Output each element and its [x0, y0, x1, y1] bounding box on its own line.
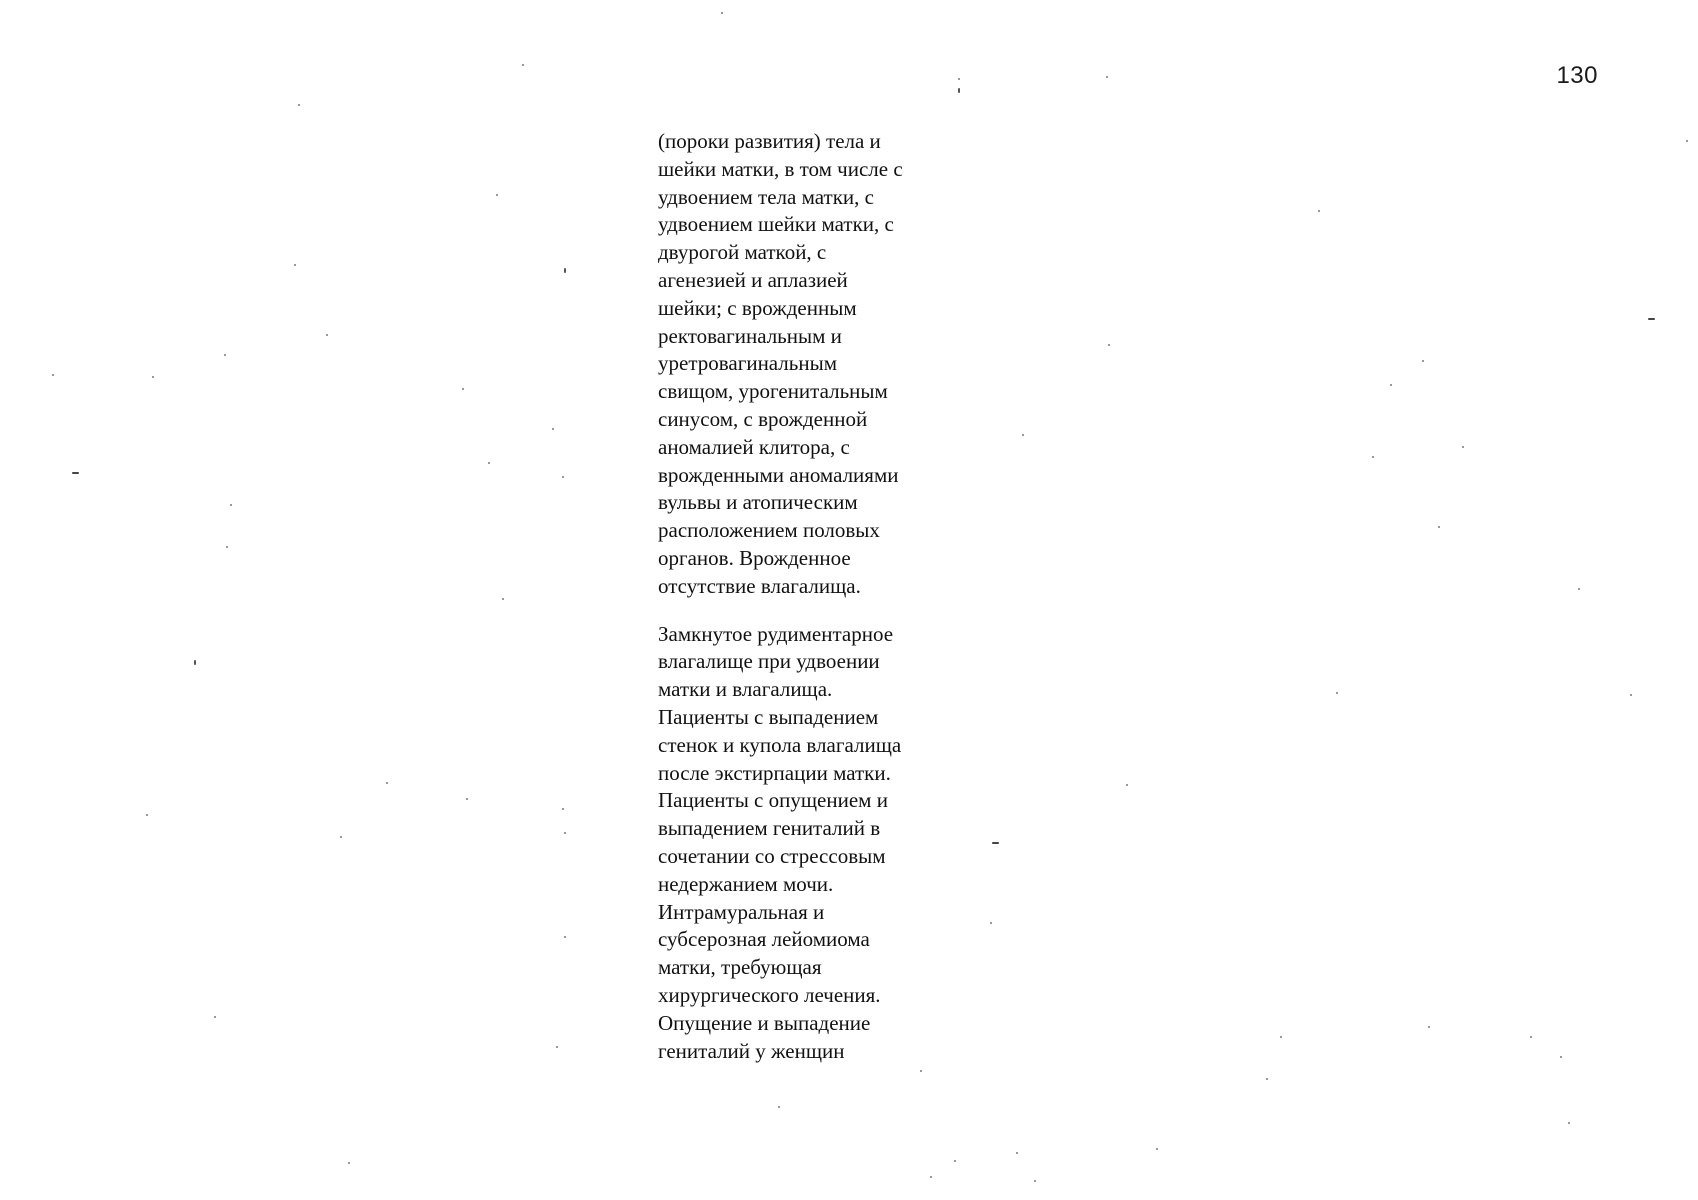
text-line: отсутствие влагалища.	[658, 573, 861, 598]
scan-speck	[1108, 344, 1110, 346]
scan-speck	[721, 12, 723, 14]
scan-speck	[1156, 1148, 1158, 1150]
scan-speck	[1428, 1026, 1430, 1028]
text-line: матки и влагалища.	[658, 677, 833, 702]
text-line: уретровагинальным	[658, 351, 838, 376]
text-line: влагалище при удвоении	[658, 649, 880, 674]
scan-speck	[386, 782, 388, 784]
text-line: Пациенты с выпадением	[658, 704, 879, 729]
scan-speck	[1390, 384, 1392, 386]
scan-speck	[1630, 694, 1632, 696]
text-line: агенезией и аплазией	[658, 267, 848, 292]
scan-speck	[340, 836, 342, 838]
scan-speck	[1022, 434, 1024, 436]
scan-speck	[226, 546, 228, 548]
scan-speck	[958, 78, 960, 80]
scan-speck	[462, 388, 464, 390]
scan-speck	[552, 428, 554, 430]
scan-speck	[1568, 1122, 1570, 1124]
text-line: расположением половых	[658, 518, 880, 543]
scan-speck	[326, 334, 328, 336]
scan-speck	[294, 264, 296, 266]
text-line: свищом, урогенитальным	[658, 379, 888, 404]
scan-speck	[230, 504, 232, 506]
text-line: аномалией клитора, с	[658, 434, 850, 459]
scan-speck	[502, 598, 504, 600]
scan-speck	[1422, 360, 1424, 362]
scan-speck	[992, 842, 999, 844]
scan-speck	[194, 660, 196, 665]
scan-speck	[146, 814, 148, 816]
scan-speck	[556, 1046, 558, 1048]
scan-speck	[1372, 456, 1374, 458]
paragraph-congenital-anomalies	[658, 128, 958, 601]
text-line: выпадением гениталий в	[658, 816, 881, 841]
scan-speck	[990, 922, 992, 924]
scan-speck	[1462, 446, 1464, 448]
scan-speck	[72, 472, 79, 474]
text-line: врожденными аномалиями	[658, 462, 899, 487]
text-line: удвоением шейки матки, с	[658, 212, 894, 237]
scan-speck	[562, 808, 564, 810]
scan-speck	[348, 1162, 350, 1164]
scan-speck	[1126, 784, 1128, 786]
scan-speck	[778, 1106, 780, 1108]
scan-speck	[564, 268, 566, 273]
text-line: сочетании со стрессовым	[658, 843, 886, 868]
text-line: вульвы и атопическим	[658, 490, 858, 515]
text-line: после экстирпации матки.	[658, 760, 891, 785]
text-line: недержанием мочи.	[658, 871, 834, 896]
scan-speck	[224, 354, 226, 356]
scan-speck	[1686, 140, 1688, 142]
scan-speck	[1648, 318, 1655, 320]
scan-speck	[920, 1070, 922, 1072]
scan-speck	[496, 194, 498, 196]
page-number: 130	[1556, 62, 1598, 89]
text-line: Пациенты с опущением и	[658, 788, 888, 813]
scan-speck	[1438, 526, 1440, 528]
scan-speck	[152, 376, 154, 378]
text-line: Опущение и выпадение	[658, 1010, 871, 1035]
text-line: Замкнутое рудиментарное	[658, 621, 894, 646]
text-line: Интрамуральная и	[658, 899, 825, 924]
scan-speck	[214, 1016, 216, 1018]
text-line: ректовагинальным и	[658, 323, 842, 348]
text-line: гениталий у женщин	[658, 1038, 845, 1063]
scan-speck	[1560, 1056, 1562, 1058]
text-line: стенок и купола влагалища	[658, 732, 902, 757]
scan-speck	[488, 462, 490, 464]
text-column	[658, 128, 958, 1065]
scan-speck	[1318, 210, 1320, 212]
scan-speck	[564, 832, 566, 834]
text-line: двурогой маткой, с	[658, 240, 827, 265]
scan-speck	[954, 1160, 956, 1162]
text-line: удвоением тела матки, с	[658, 184, 874, 209]
scan-speck	[1266, 1078, 1268, 1080]
scan-speck	[562, 476, 564, 478]
scan-speck	[52, 374, 54, 376]
scan-speck	[1016, 1152, 1018, 1154]
scan-speck	[958, 88, 960, 93]
scan-speck	[564, 936, 566, 938]
text-line: (пороки развития) тела и	[658, 129, 881, 153]
scan-speck	[298, 104, 300, 106]
scan-speck	[1280, 1036, 1282, 1038]
text-line: органов. Врожденное	[658, 545, 851, 570]
text-line: шейки матки, в том числе с	[658, 156, 903, 181]
paragraph-indications	[658, 621, 958, 1066]
scan-speck	[1578, 588, 1580, 590]
scan-speck	[466, 798, 468, 800]
scan-speck	[1034, 1180, 1036, 1182]
scan-speck	[1530, 1036, 1532, 1038]
text-line: матки, требующая	[658, 955, 822, 980]
scan-speck	[1336, 692, 1338, 694]
text-line: синусом, с врожденной	[658, 406, 868, 431]
scan-speck	[1106, 76, 1108, 78]
scan-speck	[930, 1176, 932, 1178]
text-line: шейки; с врожденным	[658, 295, 857, 320]
text-line: субсерозная лейомиома	[658, 927, 870, 952]
text-line: хирургического лечения.	[658, 982, 881, 1007]
scan-speck	[522, 64, 524, 66]
